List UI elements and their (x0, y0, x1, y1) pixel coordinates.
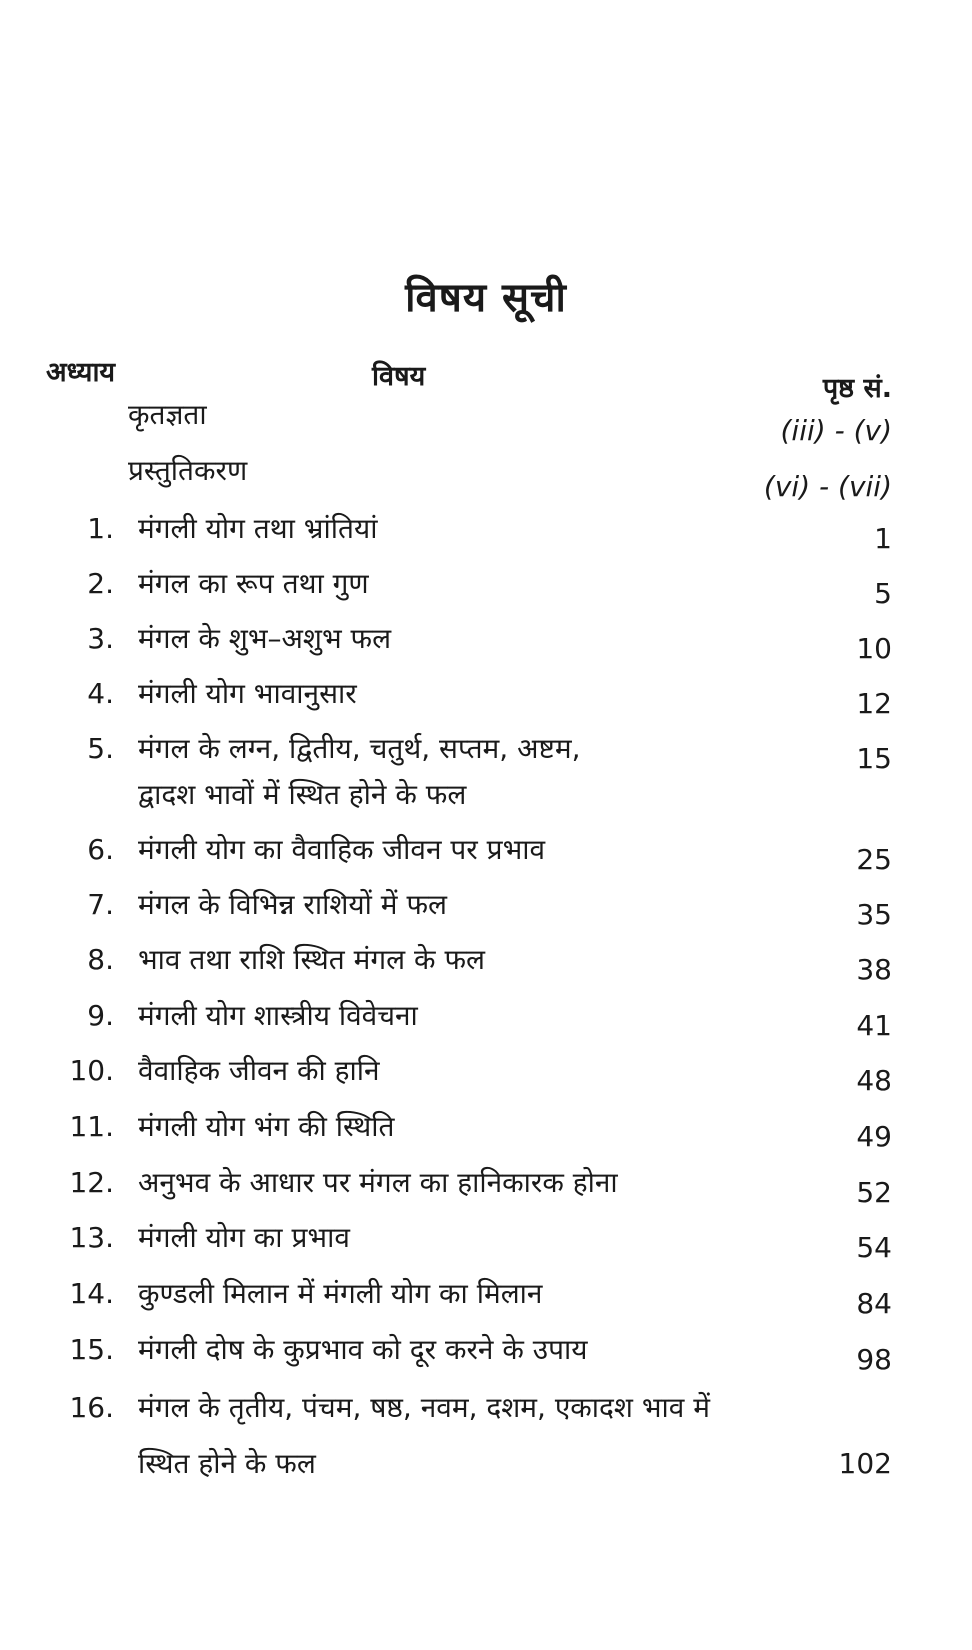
toc-page-number: 41 (856, 1009, 892, 1042)
toc-entry-text: मंगली योग भावानुसार (138, 677, 357, 710)
toc-page-number: 5 (874, 577, 892, 610)
toc-page-number: 52 (856, 1176, 892, 1209)
toc-entry-text: अनुभव के आधार पर मंगल का हानिकारक होना (138, 1166, 618, 1199)
toc-page-number: (vi) - (vii) (763, 470, 892, 503)
toc-chapter-number: 9. (87, 999, 114, 1032)
column-header-page: पृष्ठ सं. (822, 373, 892, 404)
toc-entry-text: मंगली योग का प्रभाव (138, 1221, 350, 1254)
toc-page-number: 25 (856, 843, 892, 876)
toc-entry-text-continued: स्थित होने के फल (138, 1447, 316, 1480)
toc-page-number: 102 (838, 1447, 892, 1480)
toc-page-number: 48 (856, 1064, 892, 1097)
toc-chapter-number: 15. (69, 1333, 114, 1366)
toc-chapter-number: 5. (87, 732, 114, 765)
toc-page-number: 98 (856, 1343, 892, 1376)
toc-entry-text-continued: द्वादश भावों में स्थित होने के फल (138, 778, 467, 811)
toc-entry-text: मंगल के विभिन्न राशियों में फल (138, 888, 448, 921)
toc-entry-text: मंगल के तृतीय, पंचम, षष्ठ, नवम, दशम, एकादश भाव में (138, 1391, 711, 1424)
toc-page-number: (iii) - (v) (780, 414, 892, 447)
toc-entry-text: मंगल के लग्न, द्वितीय, चतुर्थ, सप्तम, अष्टम, (138, 732, 581, 765)
toc-page-number: 54 (856, 1231, 892, 1264)
toc-chapter-number: 2. (87, 567, 114, 600)
toc-chapter-number: 14. (69, 1277, 114, 1310)
toc-chapter-number: 4. (87, 677, 114, 710)
toc-chapter-number: 13. (69, 1221, 114, 1254)
toc-entry-text: मंगली योग तथा भ्रांतियां (138, 512, 378, 545)
toc-page-number: 15 (856, 742, 892, 775)
toc-entry-text: मंगली योग का वैवाहिक जीवन पर प्रभाव (138, 833, 546, 866)
toc-entry-text: मंगली योग भंग की स्थिति (138, 1110, 395, 1143)
toc-page-number: 35 (856, 898, 892, 931)
toc-entry-text: कृतज्ञता (128, 398, 207, 431)
toc-chapter-number: 1. (87, 512, 114, 545)
toc-chapter-number: 7. (87, 888, 114, 921)
toc-chapter-number: 8. (87, 943, 114, 976)
toc-chapter-number: 16. (69, 1391, 114, 1424)
toc-page-number: 12 (856, 687, 892, 720)
toc-chapter-number: 6. (87, 833, 114, 866)
toc-entry-text: मंगली योग शास्त्रीय विवेचना (138, 999, 418, 1032)
toc-entry-text: भाव तथा राशि स्थित मंगल के फल (138, 943, 486, 976)
toc-entry-text: वैवाहिक जीवन की हानि (138, 1054, 380, 1087)
toc-chapter-number: 11. (69, 1110, 114, 1143)
column-header-chapter: अध्याय (46, 357, 116, 388)
toc-chapter-number: 10. (69, 1054, 114, 1087)
page-title: विषय सूची (405, 275, 567, 321)
toc-page-number: 10 (856, 632, 892, 665)
toc-page-number: 38 (856, 953, 892, 986)
toc-entry-text: मंगल के शुभ–अशुभ फल (138, 622, 392, 655)
toc-page-number: 84 (856, 1287, 892, 1320)
toc-entry-text: कुण्डली मिलान में मंगली योग का मिलान (138, 1277, 543, 1310)
toc-page-number: 1 (874, 522, 892, 555)
toc-entry-text: मंगली दोष के कुप्रभाव को दूर करने के उपाय (138, 1333, 588, 1366)
column-header-subject: विषय (372, 361, 426, 392)
toc-page-number: 49 (856, 1120, 892, 1153)
toc-chapter-number: 12. (69, 1166, 114, 1199)
toc-entry-text: मंगल का रूप तथा गुण (138, 567, 369, 600)
toc-entry-text: प्रस्तुतिकरण (128, 454, 248, 487)
toc-chapter-number: 3. (87, 622, 114, 655)
